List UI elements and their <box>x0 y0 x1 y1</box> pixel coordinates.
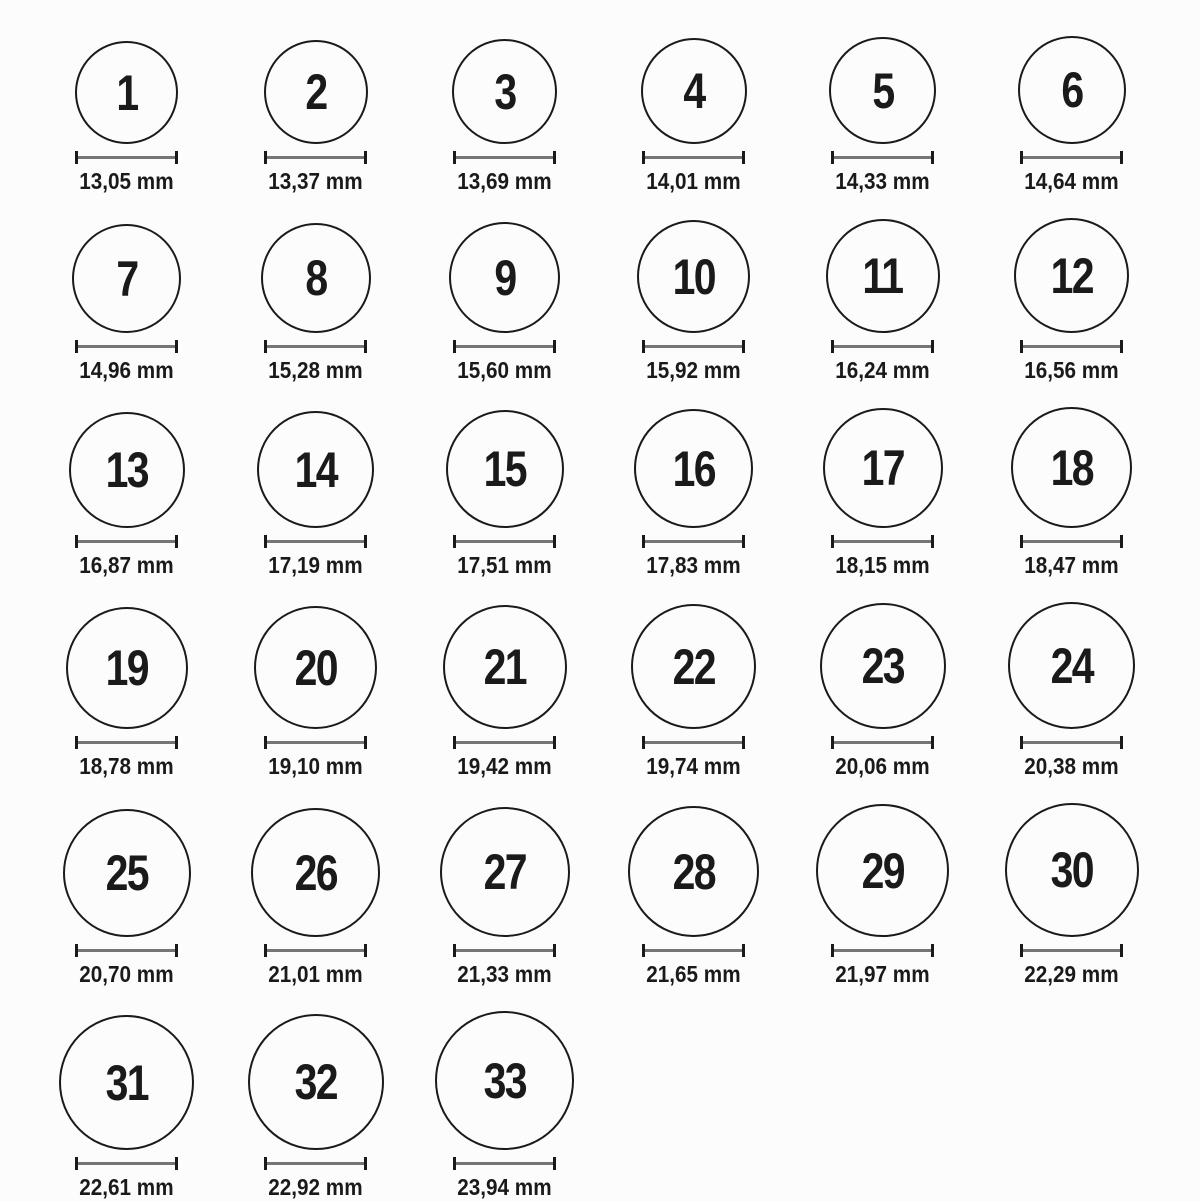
ring-size-number: 14 <box>294 441 337 498</box>
ring-size-cell <box>410 807 599 988</box>
diameter-ruler <box>75 151 178 164</box>
ring-size-cell <box>599 38 788 195</box>
ring-circle <box>823 408 943 528</box>
ring-size-number: 25 <box>105 845 148 901</box>
diameter-ruler <box>264 944 367 957</box>
ring-size-number: 24 <box>1050 637 1093 694</box>
ring-size-number: 17 <box>861 440 904 496</box>
diameter-ruler <box>264 736 367 749</box>
ruler-bar <box>645 741 742 744</box>
diameter-label: 21,01 mm <box>268 961 363 987</box>
ring-circle <box>816 804 949 937</box>
ruler-right-tick <box>175 1157 178 1170</box>
ruler-bar <box>78 156 175 159</box>
diameter-ruler <box>831 535 934 548</box>
ring-size-cell <box>221 40 410 195</box>
ring-size-cell <box>977 803 1166 988</box>
ruler-bar <box>267 345 364 348</box>
ruler-right-tick <box>364 1157 367 1170</box>
ring-circle <box>829 37 936 144</box>
diameter-ruler <box>642 340 745 353</box>
ring-circle <box>443 605 567 729</box>
diameter-label: 19,74 mm <box>646 753 741 779</box>
ring-size-cell <box>977 218 1166 384</box>
diameter-ruler <box>642 944 745 957</box>
diameter-ruler <box>264 340 367 353</box>
ruler-bar <box>267 1162 364 1165</box>
ring-circle <box>820 603 946 729</box>
ruler-right-tick <box>175 736 178 749</box>
ring-size-number: 26 <box>294 844 337 901</box>
ring-size-cell <box>977 602 1166 780</box>
diameter-label: 15,60 mm <box>457 357 552 383</box>
ring-size-number: 10 <box>672 248 715 305</box>
ruler-right-tick <box>175 944 178 957</box>
ruler-bar <box>78 949 175 952</box>
ring-size-cell <box>410 410 599 579</box>
ring-circle <box>254 606 377 729</box>
ruler-right-tick <box>1120 340 1123 353</box>
chart-row <box>32 1011 1172 1201</box>
ring-size-number: 8 <box>304 250 327 306</box>
ring-circle <box>1018 36 1126 144</box>
chart-row <box>32 218 1172 384</box>
chart-row <box>32 803 1172 988</box>
diameter-label: 13,69 mm <box>457 168 552 194</box>
ring-circle <box>641 38 747 144</box>
ruler-right-tick <box>364 944 367 957</box>
ring-size-number: 5 <box>871 62 894 119</box>
ruler-right-tick <box>364 340 367 353</box>
ring-size-cell <box>599 220 788 384</box>
ring-size-number: 29 <box>861 842 904 899</box>
ring-circle <box>634 409 753 528</box>
diameter-ruler <box>831 151 934 164</box>
diameter-ruler <box>453 736 556 749</box>
ruler-bar <box>78 741 175 744</box>
diameter-ruler <box>453 340 556 353</box>
diameter-label: 20,06 mm <box>835 753 930 779</box>
ring-size-number: 3 <box>493 63 516 120</box>
ring-size-number: 18 <box>1050 439 1093 496</box>
ruler-bar <box>1023 540 1120 543</box>
diameter-label: 22,61 mm <box>79 1174 174 1200</box>
diameter-label: 18,15 mm <box>835 552 930 578</box>
diameter-ruler <box>1020 535 1123 548</box>
diameter-ruler <box>642 535 745 548</box>
chart-row <box>32 36 1172 195</box>
ring-circle <box>72 224 181 333</box>
ring-size-cell <box>788 603 977 780</box>
diameter-label: 18,78 mm <box>79 753 174 779</box>
diameter-label: 19,42 mm <box>457 753 552 779</box>
ring-size-cell <box>788 37 977 195</box>
ruler-right-tick <box>742 151 745 164</box>
ring-size-number: 30 <box>1050 842 1093 898</box>
ring-size-cell <box>32 41 221 195</box>
ruler-right-tick <box>931 944 934 957</box>
diameter-ruler <box>831 944 934 957</box>
ruler-bar <box>1023 741 1120 744</box>
chart-row <box>32 602 1172 780</box>
chart-row <box>32 407 1172 579</box>
diameter-label: 14,96 mm <box>79 357 174 383</box>
ring-circle <box>69 412 185 528</box>
ruler-bar <box>834 156 931 159</box>
ring-circle <box>1008 602 1135 729</box>
ring-size-cell <box>788 804 977 988</box>
ruler-right-tick <box>742 535 745 548</box>
ring-circle <box>248 1014 384 1150</box>
ring-size-number: 16 <box>672 440 715 497</box>
ring-size-number: 13 <box>105 442 148 498</box>
ruler-bar <box>456 741 553 744</box>
ruler-bar <box>267 156 364 159</box>
ring-size-cell <box>221 223 410 384</box>
diameter-label: 15,92 mm <box>646 357 741 383</box>
diameter-label: 17,19 mm <box>268 552 363 578</box>
ruler-right-tick <box>742 944 745 957</box>
ruler-right-tick <box>1120 944 1123 957</box>
ring-size-number: 15 <box>483 441 526 497</box>
ring-circle <box>66 607 188 729</box>
diameter-ruler <box>453 151 556 164</box>
ring-size-cell <box>599 409 788 579</box>
ring-size-number: 27 <box>483 844 526 900</box>
ruler-bar <box>645 540 742 543</box>
ruler-bar <box>834 949 931 952</box>
ring-circle <box>75 41 178 144</box>
ruler-right-tick <box>1120 151 1123 164</box>
ring-size-cell <box>32 607 221 780</box>
diameter-label: 14,33 mm <box>835 168 930 194</box>
ring-size-number: 9 <box>493 249 516 306</box>
ring-size-cell <box>788 408 977 579</box>
ruler-bar <box>267 741 364 744</box>
ring-circle <box>257 411 374 528</box>
diameter-label: 16,56 mm <box>1024 357 1119 383</box>
ring-size-cell <box>599 604 788 780</box>
ring-size-cell <box>977 36 1166 195</box>
ring-size-cell <box>410 1011 599 1201</box>
ring-circle <box>63 809 191 937</box>
ring-circle <box>1011 407 1132 528</box>
ring-size-number: 7 <box>115 250 138 307</box>
ring-size-number: 23 <box>861 638 904 694</box>
ruler-bar <box>834 741 931 744</box>
ruler-bar <box>78 540 175 543</box>
ruler-right-tick <box>364 151 367 164</box>
diameter-label: 13,05 mm <box>79 168 174 194</box>
ruler-bar <box>78 345 175 348</box>
ring-size-number: 32 <box>294 1054 337 1110</box>
ruler-bar <box>1023 156 1120 159</box>
ring-size-cell <box>977 407 1166 579</box>
ruler-right-tick <box>931 340 934 353</box>
ring-size-number: 19 <box>105 640 148 696</box>
diameter-ruler <box>831 340 934 353</box>
ruler-bar <box>456 156 553 159</box>
ring-circle <box>631 604 756 729</box>
ring-circle <box>826 219 940 333</box>
ruler-bar <box>834 345 931 348</box>
ring-size-cell <box>32 224 221 384</box>
ring-size-cell <box>788 219 977 384</box>
ring-size-number: 6 <box>1060 62 1083 118</box>
ruler-right-tick <box>931 535 934 548</box>
ruler-right-tick <box>1120 535 1123 548</box>
ruler-right-tick <box>553 944 556 957</box>
ring-circle <box>435 1011 574 1150</box>
ruler-bar <box>645 949 742 952</box>
diameter-ruler <box>75 736 178 749</box>
diameter-label: 14,01 mm <box>646 168 741 194</box>
diameter-ruler <box>1020 944 1123 957</box>
ring-circle <box>637 220 750 333</box>
diameter-label: 20,38 mm <box>1024 753 1119 779</box>
ruler-bar <box>834 540 931 543</box>
ruler-right-tick <box>742 340 745 353</box>
ruler-bar <box>1023 949 1120 952</box>
ruler-right-tick <box>364 736 367 749</box>
ruler-right-tick <box>1120 736 1123 749</box>
ruler-right-tick <box>553 1157 556 1170</box>
ruler-bar <box>456 540 553 543</box>
ring-circle <box>261 223 371 333</box>
ruler-bar <box>645 345 742 348</box>
ruler-right-tick <box>553 535 556 548</box>
ring-size-cell <box>599 806 788 988</box>
ruler-right-tick <box>931 151 934 164</box>
ring-size-number: 20 <box>294 639 337 696</box>
diameter-label: 23,94 mm <box>457 1174 552 1200</box>
diameter-ruler <box>75 340 178 353</box>
diameter-label: 21,33 mm <box>457 961 552 987</box>
diameter-ruler <box>453 1157 556 1170</box>
ring-size-cell <box>410 222 599 384</box>
ring-size-cell <box>410 605 599 780</box>
diameter-ruler <box>1020 736 1123 749</box>
diameter-label: 13,37 mm <box>268 168 363 194</box>
ruler-right-tick <box>175 535 178 548</box>
ruler-right-tick <box>553 151 556 164</box>
ruler-right-tick <box>931 736 934 749</box>
ruler-bar <box>1023 345 1120 348</box>
ruler-right-tick <box>364 535 367 548</box>
diameter-ruler <box>264 535 367 548</box>
ring-size-cell <box>221 808 410 988</box>
diameter-label: 16,87 mm <box>79 552 174 578</box>
diameter-label: 16,24 mm <box>835 357 930 383</box>
ring-size-cell <box>32 1015 221 1201</box>
ring-circle <box>440 807 570 937</box>
ring-size-number: 4 <box>682 63 705 119</box>
diameter-ruler <box>453 535 556 548</box>
ruler-bar <box>645 156 742 159</box>
ring-circle <box>59 1015 194 1150</box>
diameter-label: 15,28 mm <box>268 357 363 383</box>
diameter-ruler <box>642 151 745 164</box>
ring-circle <box>449 222 560 333</box>
diameter-label: 21,65 mm <box>646 961 741 987</box>
ruler-right-tick <box>553 736 556 749</box>
ring-size-number: 12 <box>1050 247 1093 304</box>
diameter-label: 19,10 mm <box>268 753 363 779</box>
diameter-ruler <box>831 736 934 749</box>
ring-size-number: 33 <box>483 1052 526 1109</box>
ruler-bar <box>267 540 364 543</box>
diameter-ruler <box>264 1157 367 1170</box>
ring-circle <box>1005 803 1139 937</box>
ring-size-cell <box>221 606 410 780</box>
diameter-ruler <box>642 736 745 749</box>
ring-circle <box>264 40 368 144</box>
ring-size-number: 1 <box>115 64 138 121</box>
ring-circle <box>251 808 380 937</box>
ring-size-cell <box>410 39 599 195</box>
ruler-bar <box>456 949 553 952</box>
diameter-ruler <box>75 1157 178 1170</box>
diameter-ruler <box>264 151 367 164</box>
ruler-right-tick <box>742 736 745 749</box>
diameter-label: 17,83 mm <box>646 552 741 578</box>
diameter-label: 22,29 mm <box>1024 961 1119 987</box>
ring-size-cell <box>221 411 410 579</box>
ring-size-cell <box>221 1014 410 1201</box>
ring-size-number: 22 <box>672 638 715 695</box>
ring-circle <box>452 39 557 144</box>
ruler-bar <box>456 345 553 348</box>
diameter-ruler <box>453 944 556 957</box>
diameter-label: 17,51 mm <box>457 552 552 578</box>
ring-size-number: 31 <box>105 1054 148 1111</box>
diameter-ruler <box>1020 340 1123 353</box>
diameter-ruler <box>1020 151 1123 164</box>
diameter-ruler <box>75 535 178 548</box>
ruler-bar <box>267 949 364 952</box>
diameter-ruler <box>75 944 178 957</box>
ruler-bar <box>78 1162 175 1165</box>
ring-circle <box>446 410 564 528</box>
diameter-label: 20,70 mm <box>79 961 174 987</box>
ring-circle <box>1014 218 1129 333</box>
ring-size-number: 11 <box>862 248 903 304</box>
diameter-label: 18,47 mm <box>1024 552 1119 578</box>
ring-size-number: 28 <box>672 843 715 900</box>
diameter-label: 22,92 mm <box>268 1174 363 1200</box>
ring-size-number: 2 <box>304 64 327 120</box>
ruler-right-tick <box>553 340 556 353</box>
ring-size-cell <box>32 809 221 988</box>
ring-circle <box>628 806 759 937</box>
ruler-right-tick <box>175 340 178 353</box>
ring-size-number: 21 <box>483 639 526 695</box>
diameter-label: 21,97 mm <box>835 961 930 987</box>
diameter-label: 14,64 mm <box>1024 168 1119 194</box>
ruler-right-tick <box>175 151 178 164</box>
ruler-bar <box>456 1162 553 1165</box>
ring-size-cell <box>32 412 221 579</box>
